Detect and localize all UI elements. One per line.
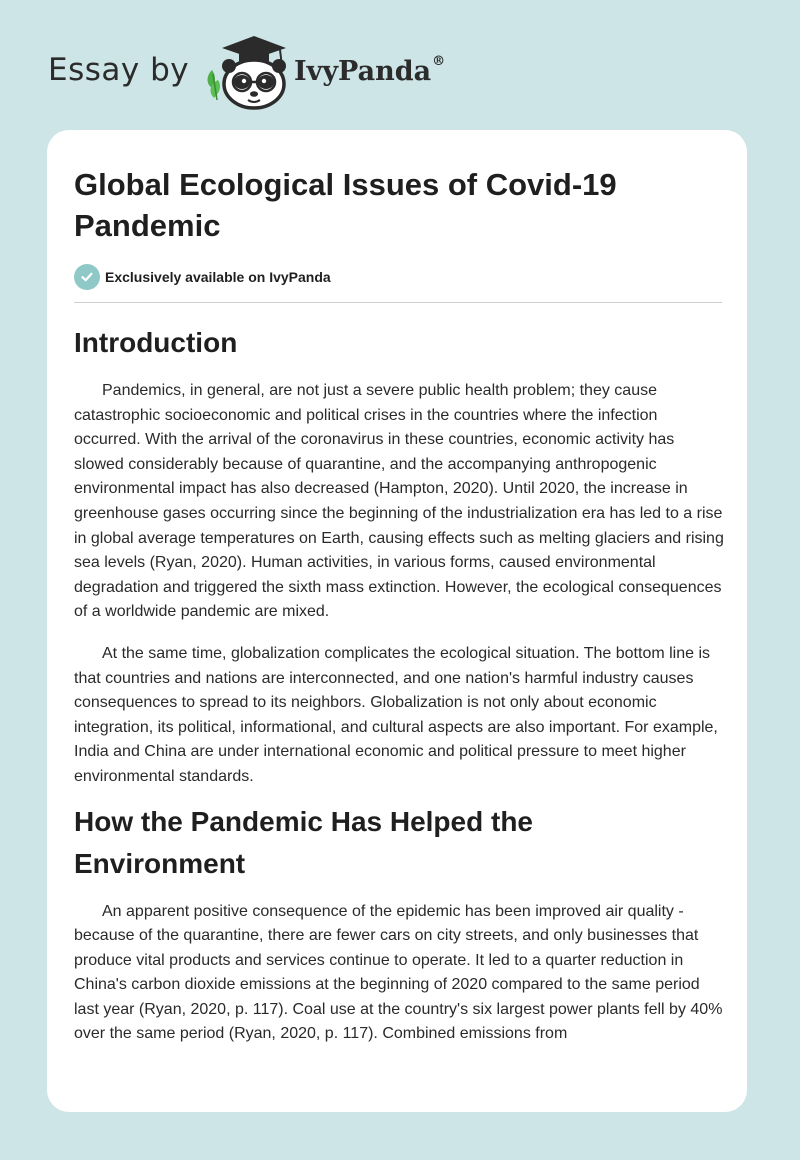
paragraph: Pandemics, in general, are not just a severe public health problem; they cause catastrophic socioeconomic and political crises in the countries where the infection occurred. With the arrival of the coronavirus in these countries, economic activity has slowed considerably because of quarantine, and the accompanying anthropogenic environmental impact has also decreased (Hampton, 2020). Until 2020, the increase in greenhouse gases occurring since the beginning of the industrialization era has led to a rise in global average temperatures on Earth, causing effects such as melting glaciers and rising sea levels (Ryan, 2020). Human activities, in various forms, caused environmental degradation and triggered the sixth mass extinction. However, the ecological consequences of a worldwide pandemic are mixed. <box>74 382 724 621</box>
essay-by-label: Essay by <box>48 52 190 88</box>
exclusive-label: Exclusively available on IvyPanda <box>105 269 331 285</box>
essay-content <box>74 322 724 1047</box>
check-circle-icon <box>74 264 100 290</box>
page-title: Global Ecological Issues of Covid-19 Pandemic <box>74 167 617 243</box>
divider <box>74 302 722 303</box>
exclusive-badge <box>74 264 331 290</box>
registered-mark: ® <box>432 54 446 69</box>
ivy-leaf-icon <box>208 70 221 100</box>
ivypanda-logo[interactable] <box>200 30 470 110</box>
panda-graduate-icon <box>200 30 300 110</box>
section-heading-pandemic-helped: How the Pandemic Has Helped the Environment <box>74 805 533 879</box>
paragraph: At the same time, globalization complicates the ecological situation. The bottom line is that countries and nations are interconnected, and one nation's harmful industry causes consequences to spread to its neighbors. Globalization is not only about economic integration, its political, informational, and cultural aspects are also important. For example, India and China are under international economic and political pressure to meet higher environmental standards. <box>74 644 718 785</box>
site-header <box>0 0 800 120</box>
section-heading-introduction: Introduction <box>74 327 238 358</box>
essay-card <box>47 130 747 1112</box>
brand-name: IvyPanda® <box>294 54 446 87</box>
paragraph: An apparent positive consequence of the epidemic has been improved air quality - because of the quarantine, there are fewer cars on city streets, and only businesses that produce vital products and services continue to operate. It led to a quarter reduction in China's carbon dioxide emissions at the beginning of 2020 compared to the same period last year (Ryan, 2020, p. 117). Coal use at the country's six largest power plants fell by 40% over the same period (Ryan, 2020, p. 117). Combined emissions from <box>74 902 723 1043</box>
